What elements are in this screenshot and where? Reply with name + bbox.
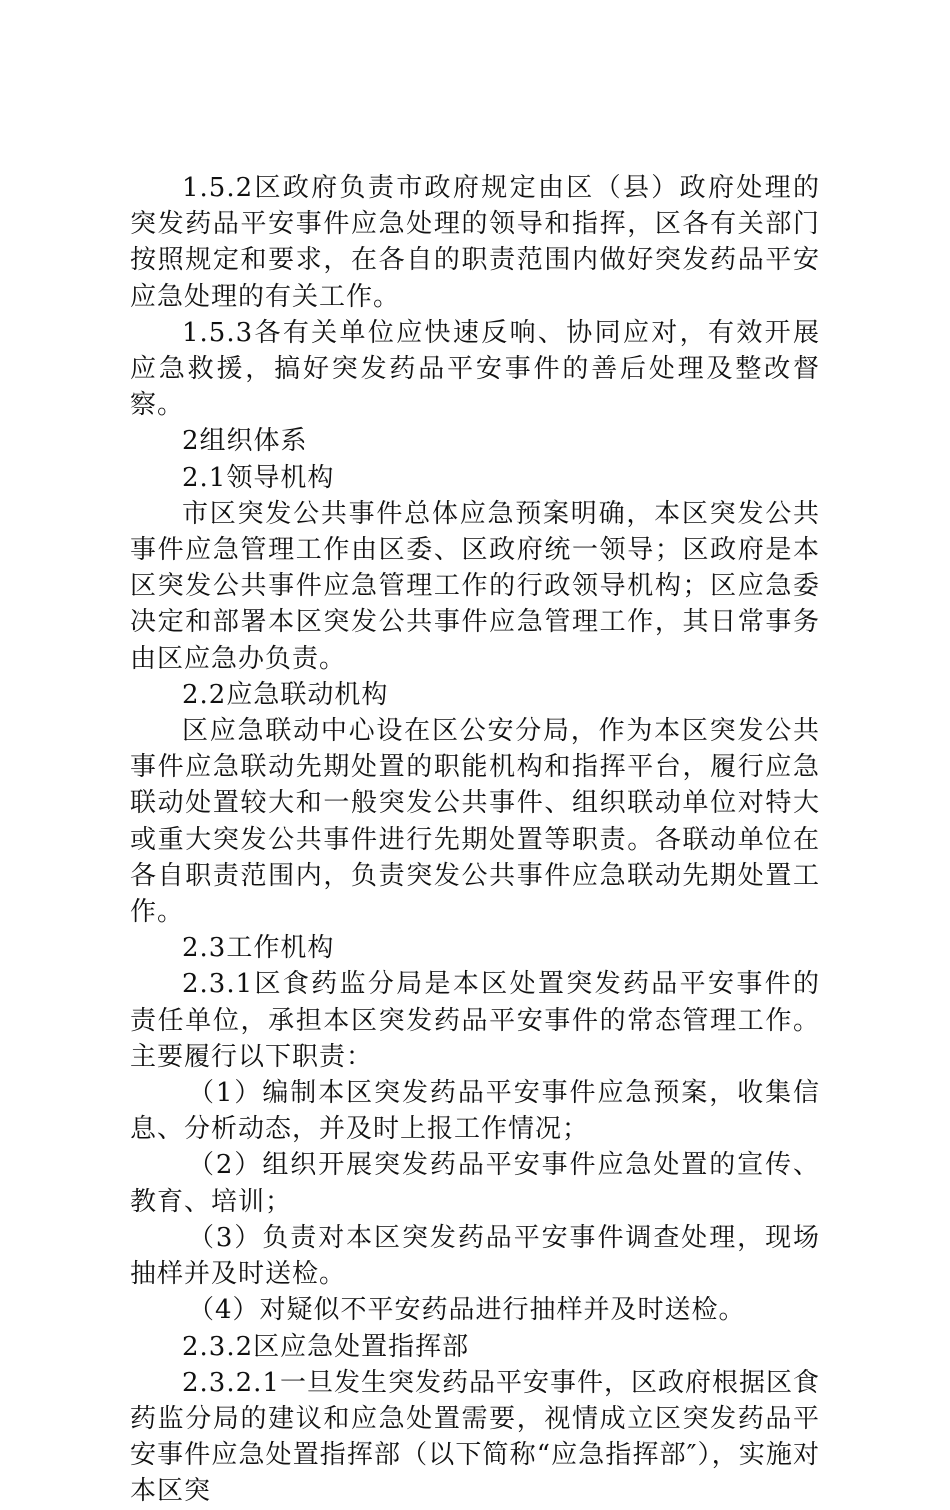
section-heading-2-2: 2.2应急联动机构 bbox=[182, 679, 389, 710]
paragraph-2-3-2-1: 2.3.2.1一旦发生突发药品平安事件，区政府根据区食药监分局的建议和应急处置需要，视情成立区突发药品平安事件应急处置指挥部（以下简称“应急指挥部″），实施对本区突 bbox=[130, 1367, 820, 1507]
list-item-1: （1）编制本区突发药品平安事件应急预案，收集信息、分析动态，并及时上报工作情况； bbox=[130, 1078, 820, 1145]
section-heading-2-3: 2.3工作机构 bbox=[182, 933, 335, 964]
list-item-4: （4）对疑似不平安药品进行抽样并及时送检。 bbox=[188, 1295, 746, 1326]
section-heading-2-3-2: 2.3.2区应急处置指挥部 bbox=[182, 1331, 470, 1362]
paragraph-1-5-2: 1.5.2区政府负责市政府规定由区（县）政府处理的突发药品平安事件应急处理的领导和指挥，区各有关部门按照规定和要求，在各自的职责范围内做好突发药品平安应急处理的有关工作。 bbox=[130, 173, 820, 312]
document-body bbox=[130, 170, 820, 1510]
list-item-3: （3）负责对本区突发药品平安事件调查处理，现场抽样并及时送检。 bbox=[130, 1222, 820, 1290]
section-heading-2: 2组织体系 bbox=[182, 426, 308, 457]
paragraph-2-3-1: 2.3.1区食药监分局是本区处置突发药品平安事件的责任单位，承担本区突发药品平安事件的常态管理工作。主要履行以下职责： bbox=[130, 969, 820, 1072]
section-heading-2-1: 2.1领导机构 bbox=[182, 462, 335, 493]
paragraph-1-5-3: 1.5.3各有关单位应快速反响、协同应对，有效开展应急救援，搞好突发药品平安事件的善后处理及整改督察。 bbox=[130, 317, 820, 421]
list-item-2: （2）组织开展突发药品平安事件应急处置的宣传、教育、培训； bbox=[130, 1150, 820, 1217]
paragraph-2-2-body: 区应急联动中心设在区公安分局，作为本区突发公共事件应急联动先期处置的职能机构和指挥平台，履行应急联动处置较大和一般突发公共事件、组织联动单位对特大或重大突发公共事件进行先期处置等职责。各联动单位在各自职责范围内，负责突发公共事件应急联动先期处置工作。 bbox=[130, 716, 820, 928]
paragraph-2-1-body: 市区突发公共事件总体应急预案明确，本区突发公共事件应急管理工作由区委、区政府统一领导；区政府是本区突发公共事件应急管理工作的行政领导机构；区应急委决定和部署本区突发公共事件应急管理工作，其日常事务由区应急办负责。 bbox=[130, 498, 820, 674]
